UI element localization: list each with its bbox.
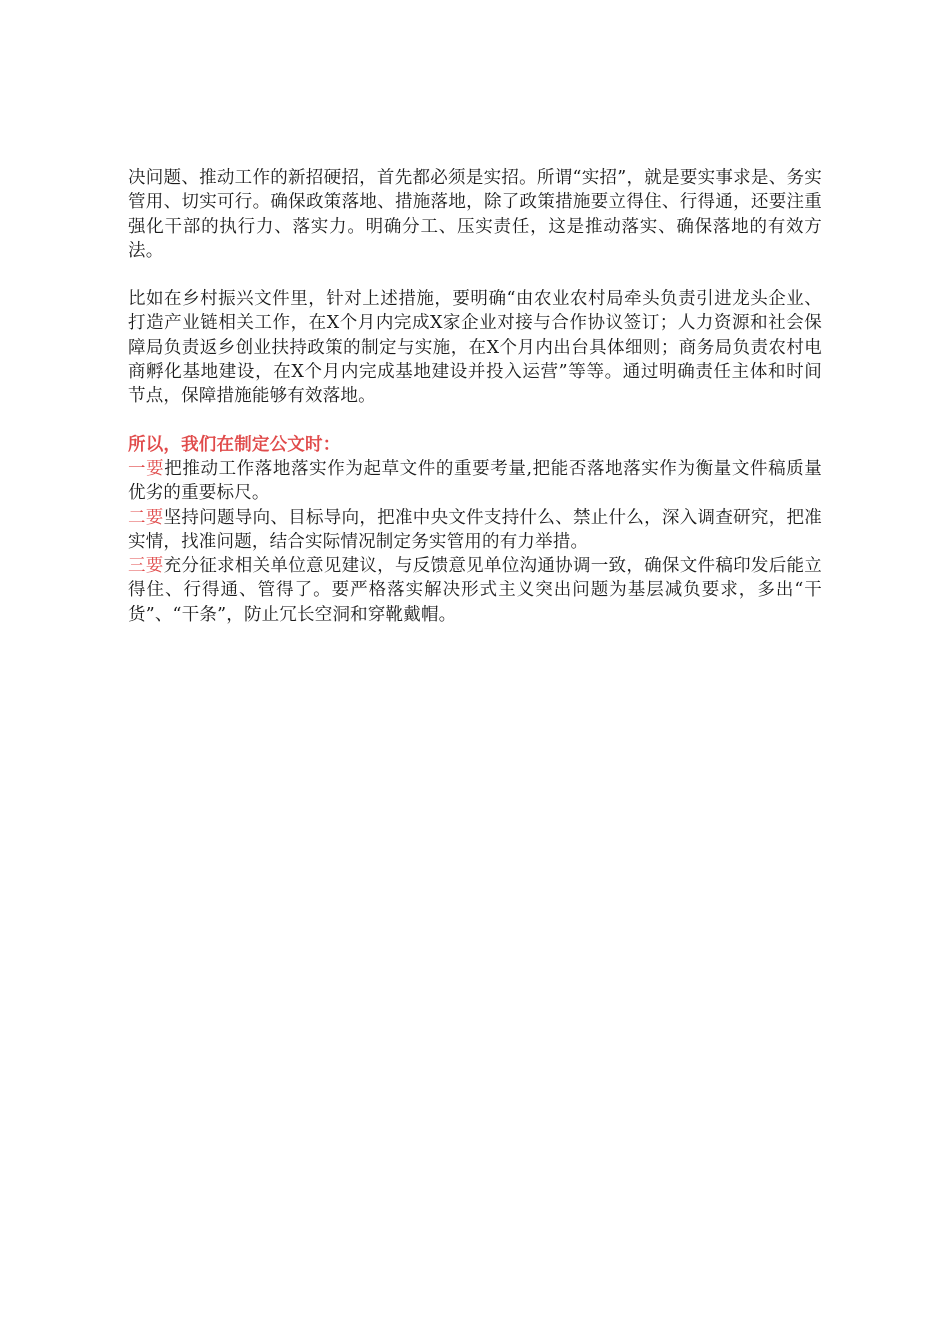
paragraph-spacer <box>128 263 822 287</box>
point-text: 充分征求相关单位意见建议，与反馈意见单位沟通协调一致，确保文件稿印发后能立得住、行得通、管得了。要严格落实解决形式主义突出问题为基层减负要求，多出“干货”、“干条”，防止冗长空洞和穿靴戴帽。 <box>128 556 822 625</box>
paragraph-rural-revitalization-example: 比如在乡村振兴文件里，针对上述措施，要明确“由农业农村局牵头负责引进龙头企业、打造产业链相关工作，在X个月内完成X家企业对接与合作协议签订；人力资源和社会保障局负责返乡创业扶持政策的制定与实施，在X个月内出台具体细则；商务局负责农村电商孵化基地建设，在X个月内完成基地建设并投入运营”等等。通过明确责任主体和时间节点，保障措施能够有效落地。 <box>128 289 822 407</box>
point-text: 把推动工作落地落实作为起草文件的重要考量,把能否落地落实作为衡量文件稿质量优劣的重要标尺。 <box>128 458 822 504</box>
point-item-3 <box>128 554 822 627</box>
paragraph-practical-measures: 决问题、推动工作的新招硬招，首先都必须是实招。所谓“实招”，就是要实事求是、务实管用、切实可行。确保政策落地、措施落地，除了政策措施要立得住、行得通，还要注重强化干部的执行力、落实力。明确分工、压实责任，这是推动落实、确保落地的有效方法。 <box>128 168 822 261</box>
point-text: 坚持问题导向、目标导向，把准中央文件支持什么、禁止什么，深入调查研究，把准实情，找准问题，结合实际情况制定务实管用的有力举措。 <box>128 507 822 552</box>
conclusion-heading: 所以，我们在制定公文时： <box>128 434 341 455</box>
point-label: 二要 <box>128 507 164 528</box>
point-label: 一要 <box>128 458 165 479</box>
paragraph-spacer <box>128 409 822 433</box>
point-label: 三要 <box>128 556 164 577</box>
point-item-1 <box>128 457 822 506</box>
point-item-2 <box>128 506 822 555</box>
document-body <box>128 166 822 627</box>
